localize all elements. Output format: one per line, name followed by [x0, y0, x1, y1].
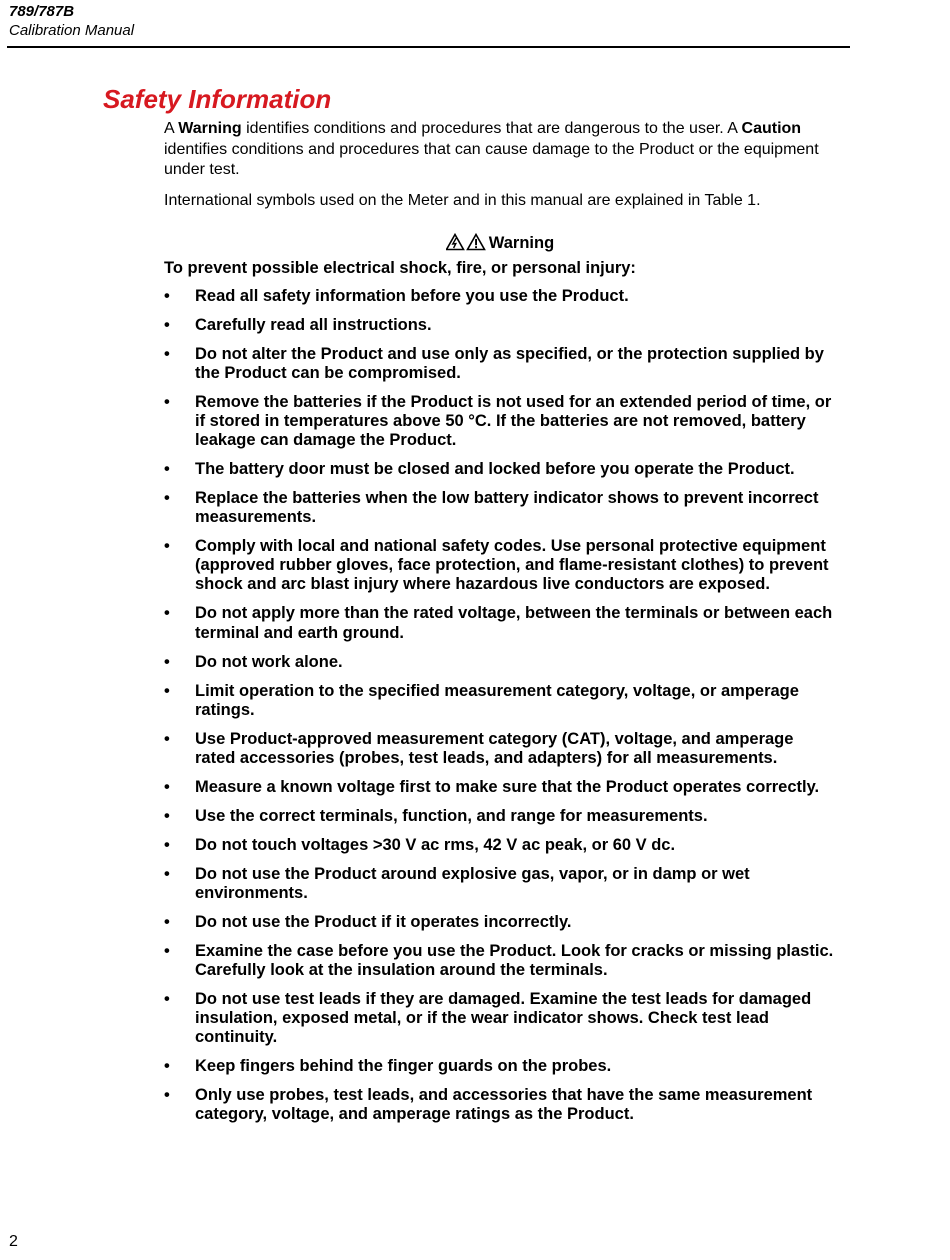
symbols-paragraph: International symbols used on the Meter and in this manual are explained in Table 1. [164, 191, 761, 209]
warning-item-text: The battery door must be closed and locked before you operate the Product. [195, 460, 795, 479]
bullet-marker: • [164, 941, 170, 960]
caution-term: Caution [741, 120, 802, 137]
intro-text-a: A [164, 120, 179, 137]
bullet-marker: • [164, 729, 170, 748]
warning-item-text: Use Product-approved measurement category (CAT), voltage, and amperage rated accessories (probes, test leads, and adapters) for all measurements. [195, 729, 794, 767]
warning-list-item [164, 345, 836, 383]
warning-item-text: Limit operation to the specified measurement category, voltage, or amperage ratings. [195, 681, 799, 719]
intro-paragraph [164, 119, 836, 181]
bullet-marker: • [164, 1056, 170, 1075]
bullet-marker: • [164, 681, 170, 700]
warning-list-item [164, 460, 836, 479]
intro-text-c: identifies conditions and procedures that can cause damage to the Product or the equipment under test. [164, 140, 819, 178]
warning-item-text: Remove the batteries if the Product is not used for an extended period of time, or if stored in temperatures above 50 °C. If the batteries are not removed, battery leakage can damage the Product. [195, 393, 832, 450]
bullet-marker: • [164, 604, 170, 623]
bullet-marker: • [164, 537, 170, 556]
warning-item-text: Do not alter the Product and use only as specified, or the protection supplied by the Product can be compromised. [195, 344, 824, 383]
bullet-marker: • [164, 489, 170, 508]
warning-item-text: Do not touch voltages >30 V ac rms, 42 V ac peak, or 60 V dc. [195, 835, 676, 854]
warning-list [164, 287, 836, 1124]
warning-list-item [164, 990, 836, 1047]
warning-triangles-icon [446, 233, 486, 251]
warning-item-text: Use the correct terminals, function, and range for measurements. [195, 806, 708, 825]
header-rule [7, 46, 850, 48]
warning-item-text: Do not work alone. [195, 652, 343, 671]
warning-item-text: Measure a known voltage first to make sure that the Product operates correctly. [195, 777, 820, 796]
section-title: Safety Information [103, 84, 332, 114]
page-number: 2 [9, 1233, 18, 1250]
warning-item-text: Do not use test leads if they are damaged. Examine the test leads for damaged insulation, exposed metal, or if the wear indicator shows. Check test lead continuity. [195, 989, 812, 1046]
bullet-marker: • [164, 777, 170, 796]
warning-list-item [164, 942, 836, 980]
warning-list-item [164, 393, 836, 450]
section-body [164, 119, 836, 1134]
warning-list-item [164, 653, 836, 672]
warning-list-item [164, 913, 836, 932]
model-number: 789/787B [9, 3, 75, 20]
bullet-marker: • [164, 315, 170, 334]
warning-list-item [164, 316, 836, 335]
warning-list-item [164, 1057, 836, 1076]
warning-list-item [164, 730, 836, 768]
bullet-marker: • [164, 912, 170, 931]
warning-item-text: Examine the case before you use the Product. Look for cracks or missing plastic. Carefully look at the insulation around the terminals. [195, 941, 834, 979]
bullet-marker: • [164, 835, 170, 854]
warning-list-item [164, 778, 836, 797]
manual-name: Calibration Manual [9, 22, 135, 39]
intro-text-b: identifies conditions and procedures that are dangerous to the user. A [241, 120, 742, 137]
warning-list-item [164, 604, 836, 642]
warning-intro: To prevent possible electrical shock, fire, or personal injury: [164, 259, 636, 277]
bullet-marker: • [164, 652, 170, 671]
warning-item-text: Only use probes, test leads, and accessories that have the same measurement category, voltage, and amperage ratings as the Product. [195, 1085, 813, 1124]
warning-term: Warning [178, 120, 242, 137]
warning-item-text: Do not use the Product if it operates incorrectly. [195, 912, 572, 931]
warning-item-text: Do not apply more than the rated voltage, between the terminals or between each terminal and earth ground. [195, 604, 833, 642]
bullet-marker: • [164, 287, 170, 305]
bullet-marker: • [164, 344, 170, 363]
warning-item-text: Replace the batteries when the low battery indicator shows to prevent incorrect measurements. [195, 489, 819, 527]
warning-list-item [164, 1086, 836, 1124]
bullet-marker: • [164, 393, 170, 412]
bullet-marker: • [164, 460, 170, 479]
warning-icons [446, 233, 486, 256]
warning-item-text: Comply with local and national safety codes. Use personal protective equipment (approved rubber gloves, face protection, and flame-resistant clothes) to prevent shock and arc blast injury where hazardous live conductors are exposed. [195, 537, 829, 594]
warning-list-item [164, 537, 836, 594]
bullet-marker: • [164, 989, 170, 1008]
warning-heading-text: Warning [488, 234, 555, 252]
warning-list-item [164, 865, 836, 903]
warning-item-text: Carefully read all instructions. [195, 315, 432, 334]
warning-list-item [164, 287, 836, 306]
warning-list-item [164, 489, 836, 527]
running-header [9, 3, 134, 41]
warning-list-item [164, 682, 836, 720]
warning-list-item [164, 836, 836, 855]
bullet-marker: • [164, 806, 170, 825]
warning-item-text: Keep fingers behind the finger guards on the probes. [195, 1056, 612, 1075]
bullet-marker: • [164, 864, 170, 883]
warning-list-item [164, 807, 836, 826]
warning-heading [164, 233, 836, 256]
bullet-marker: • [164, 1085, 170, 1104]
warning-item-text: Do not use the Product around explosive gas, vapor, or in damp or wet environments. [195, 864, 750, 902]
warning-item-text: Read all safety information before you use the Product. [195, 287, 629, 305]
